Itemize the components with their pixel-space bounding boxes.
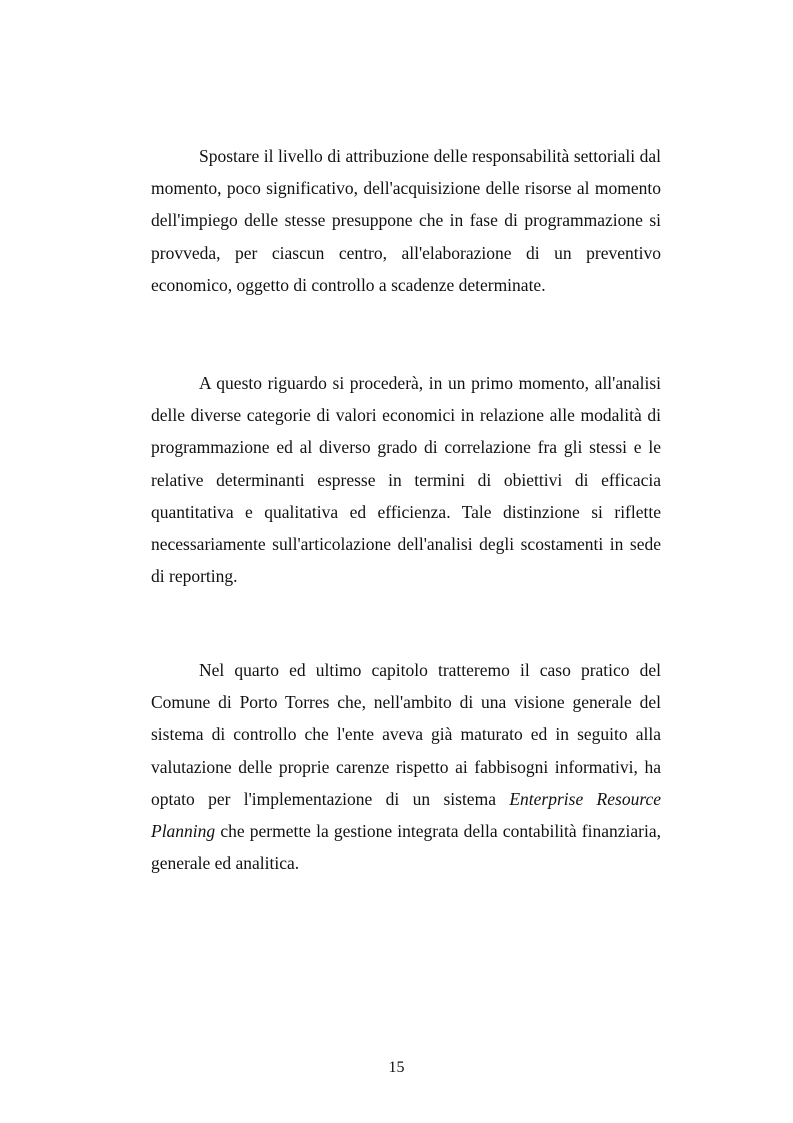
paragraph-3-italic-term: Enterprise Resource Planning [151,788,662,842]
paragraph-2-text: A questo riguardo si procederà, in un primo momento, all'analisi delle diverse categorie di valori economici in relazione alle modalità di programmazione ed al diverso grado di correlazione fra gli stessi e le relative determinanti espresse in termini di obiettivi di efficacia quantitativa e qualitativa ed efficienza. Tale distinzione si riflette necessariamente sull'articolazione dell'analisi degli scostamenti in sede di reporting. [151,373,661,587]
paragraph-3-text-start: Nel quarto ed ultimo capitolo tratteremo il caso pratico del Comune di Porto Torres che, nell'ambito di una visione generale del sistema di controllo che l'ente aveva già maturato ed in seguito alla valutazione delle proprie carenze rispetto ai fabbisogni informativi, ha optato per l'implementazione di un sistema [151,660,661,809]
paragraph-3 [151,654,661,879]
paragraph-1 [151,140,661,301]
paragraph-2 [151,367,661,592]
paragraph-3-text-end: che permette la gestione integrata della contabilità finanziaria, generale ed analitica. [151,821,661,874]
paragraph-1-text: Spostare il livello di attribuzione delle responsabilità settoriali dal momento, poco significativo, dell'acquisizione delle risorse al momento dell'impiego delle stesse presuppone che in fase di programmazione si provveda, per ciascun centro, all'elaborazione di un preventivo economico, oggetto di controllo a scadenze determinate. [151,146,661,295]
page-number: 15 [388,1059,405,1076]
